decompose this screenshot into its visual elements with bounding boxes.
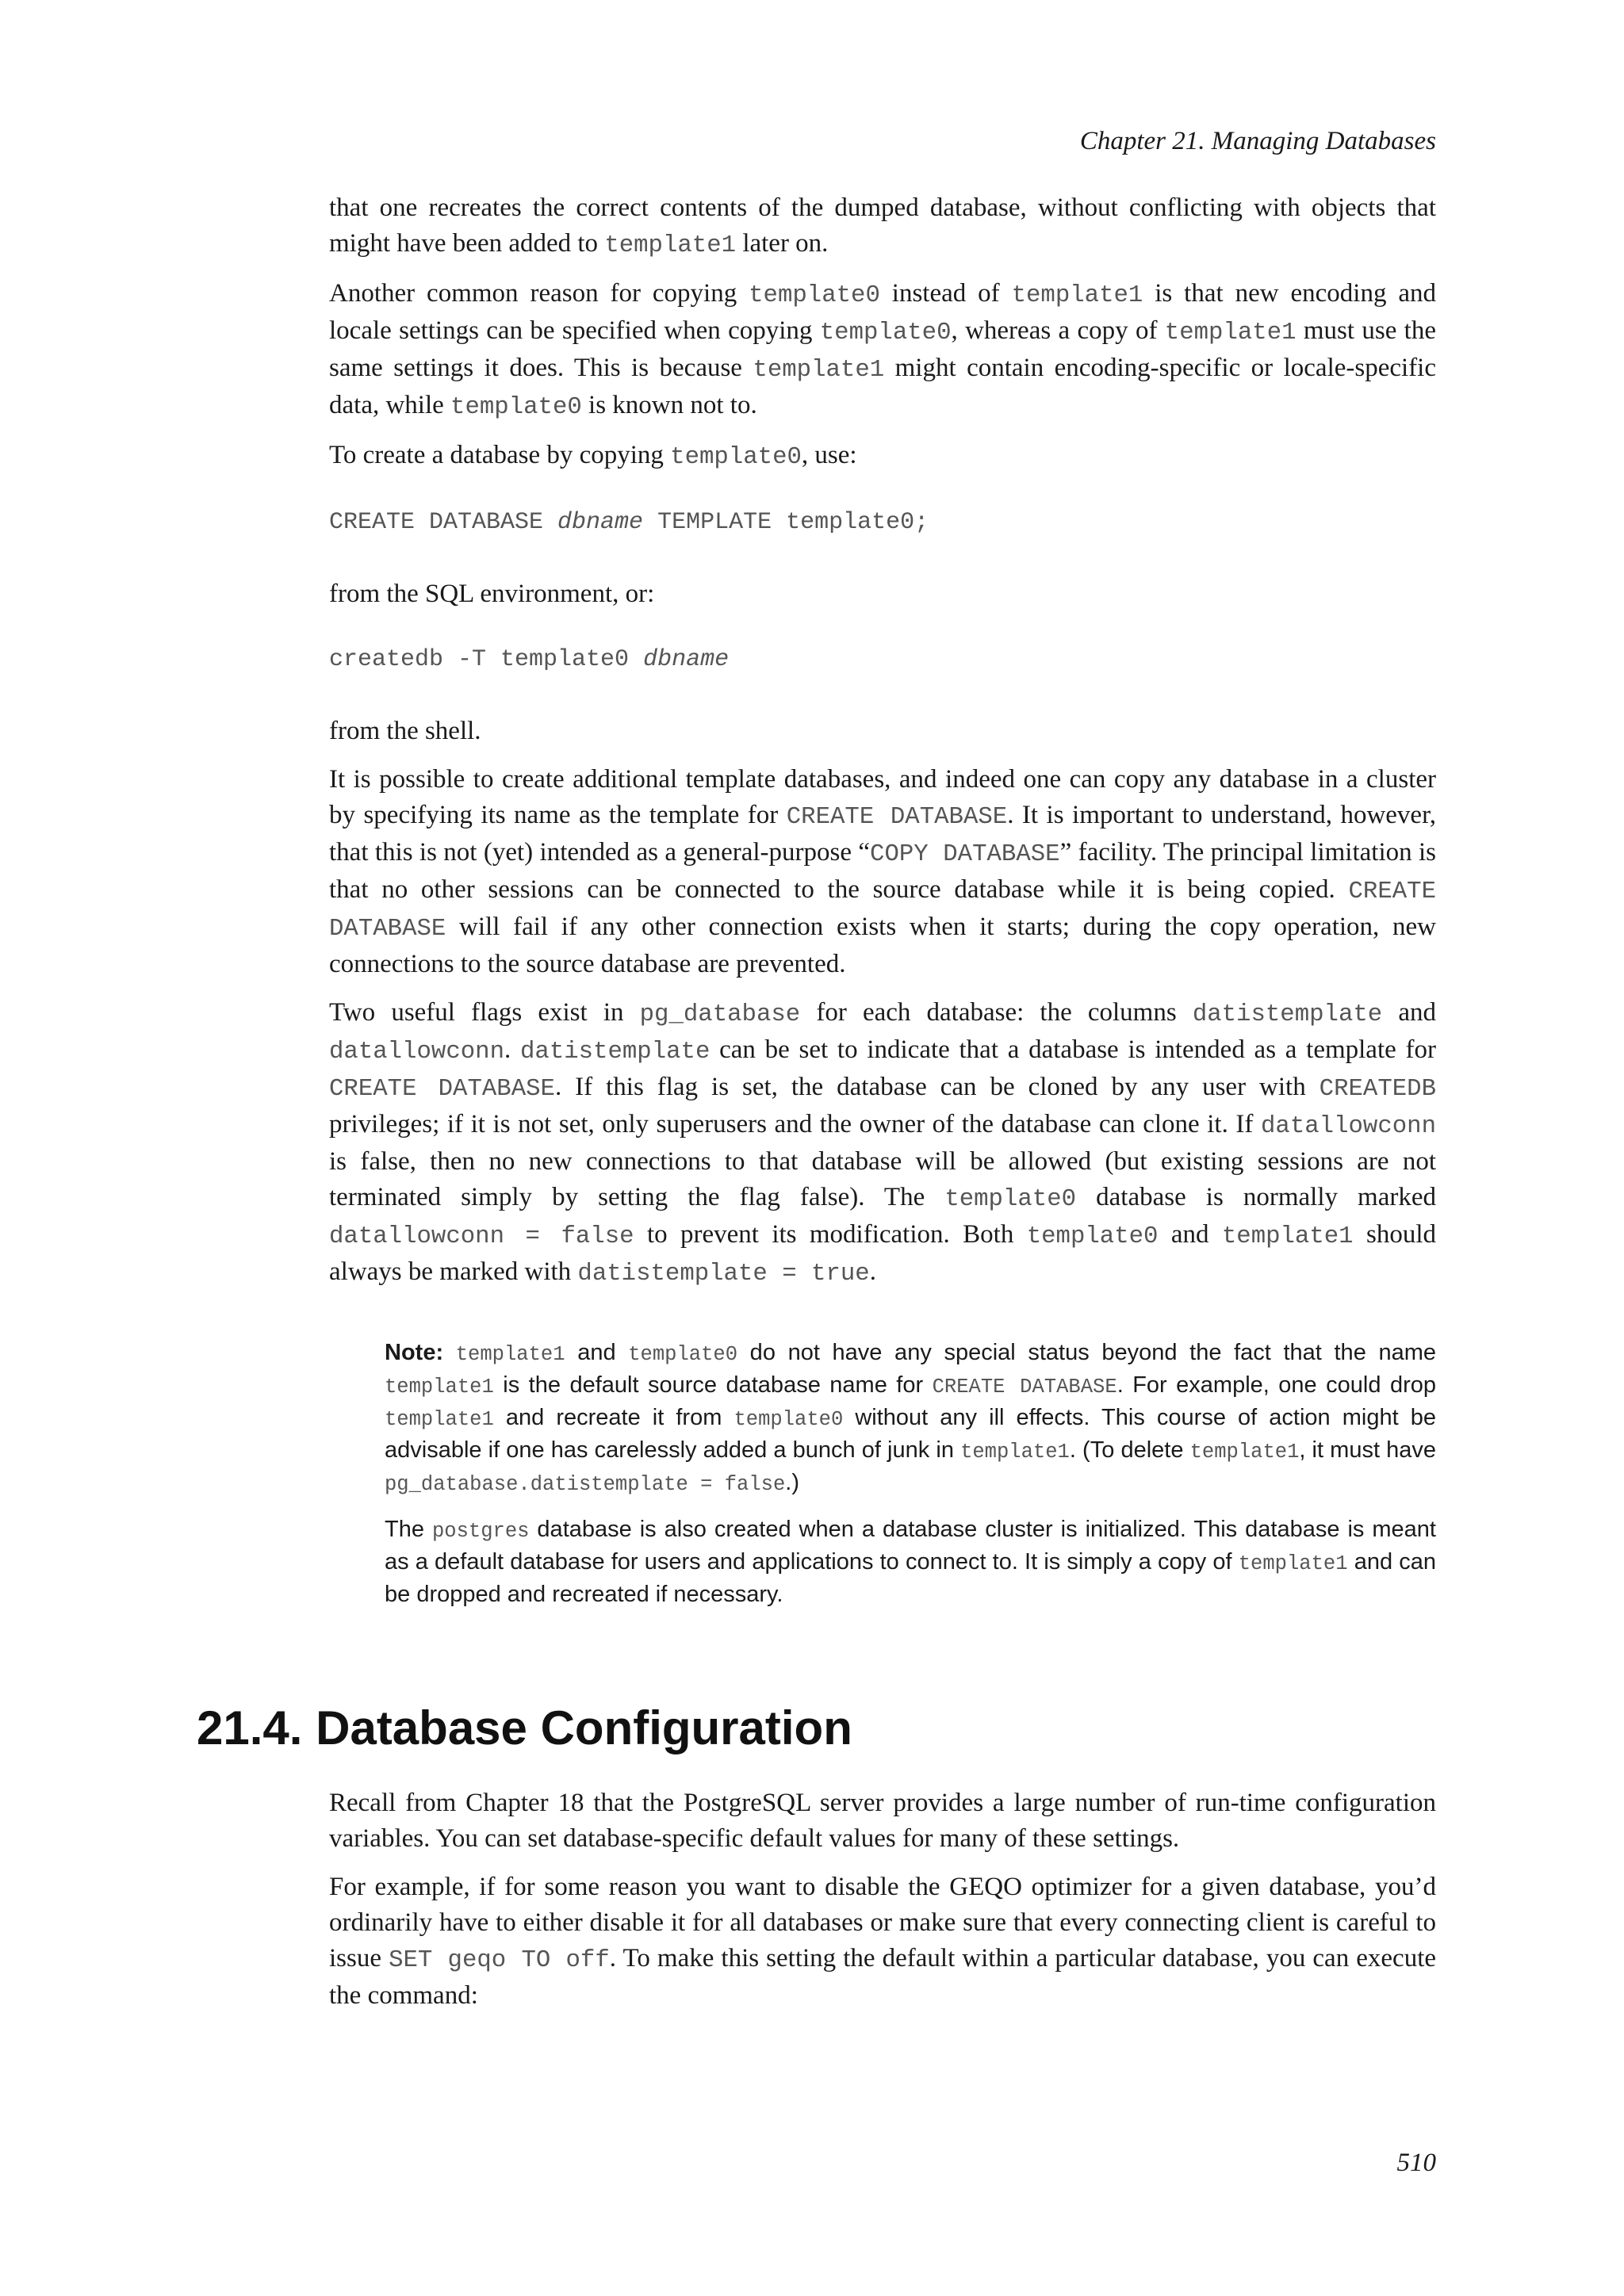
code-create-database: CREATE DATABASE dbname TEMPLATE template0; [329, 509, 929, 536]
section-content [329, 1785, 1436, 2026]
note-block [385, 1337, 1436, 1610]
paragraph-from-shell: from the shell. [329, 717, 481, 745]
section-heading: 21.4. Database Configuration [197, 1701, 852, 1755]
note-paragraph-templates: Note: template1 and template0 do not have any special status beyond the fact that the name template1 is the default source database name for CREATE DATABASE. For example, one could drop template1 and recreate it from template0 without any ill effects. This course of action might be advisable if one has carelessly added a bunch of junk in template1. (To delete template1, it must have pg_database.datistemplate = false.) [385, 1340, 1437, 1496]
paragraph-additional-templates: It is possible to create additional template databases, and indeed one can copy any database in a cluster by specifying its name as the template for CREATE DATABASE. It is important to understand, however, that this is not (yet) intended as a general-purpose “COPY DATABASE” facility. The principal limitation is that no other sessions can be connected to the source database while it is being copied. CREATE DATABASE will fail if any other connection exists when it starts; during the copy operation, new connections to the source database are prevented. [329, 765, 1436, 978]
paragraph-sql-env: from the SQL environment, or: [329, 580, 655, 608]
paragraph-template0-reason: Another common reason for copying template0 instead of template1 is that new encoding and locale settings can be specified when copying template0, whereas a copy of template1 must use the same settings it does. This is because template1 might contain encoding-specific or locale-specific data, while template0 is known not to. [329, 279, 1436, 421]
code-createdb: createdb -T template0 dbname [329, 646, 730, 673]
note-label: Note: [385, 1340, 444, 1365]
paragraph-dump-restore: that one recreates the correct contents of the dumped database, without conflicting with objects that might have been added to template1 later on. [329, 193, 1436, 259]
note-paragraph-postgres: The postgres database is also created when a database cluster is initialized. This database is meant as a default database for users and applications to connect to. It is simply a copy of template1 and can be dropped and recreated if necessary. [385, 1517, 1436, 1607]
paragraph-config-intro: Recall from Chapter 18 that the PostgreSQL server provides a large number of run-time configuration variables. You can set database-specific default values for many of these settings. [329, 1789, 1436, 1853]
running-header: Chapter 21. Managing Databases [1079, 127, 1436, 155]
paragraph-copy-intro: To create a database by copying template0, use: [329, 441, 857, 471]
main-content [329, 190, 1436, 1624]
paragraph-geqo-example: For example, if for some reason you want to disable the GEQO optimizer for a given database, you’d ordinarily have to either disable it for all databases or make sure that every connecting client is careful to issue SET geqo TO off. To make this setting the default within a particular database, you can execute the command: [329, 1873, 1437, 2010]
paragraph-flags: Two useful flags exist in pg_database for each database: the columns datistemplate and datallowconn. datistemplate can be set to indicate that a database is intended as a template for CREATE DATABASE. If this flag is set, the database can be cloned by any user with CREATEDB privileges; if it is not set, only superusers and the owner of the database can clone it. If datallowconn is false, then no new connections to that database will be allowed (but existing sessions are not terminated simply by setting the flag false). The template0 database is normally marked datallowconn = false to prevent its modification. Both template0 and template1 should always be marked with datistemplate = true. [329, 998, 1437, 1288]
page-number: 510 [1396, 2149, 1436, 2177]
